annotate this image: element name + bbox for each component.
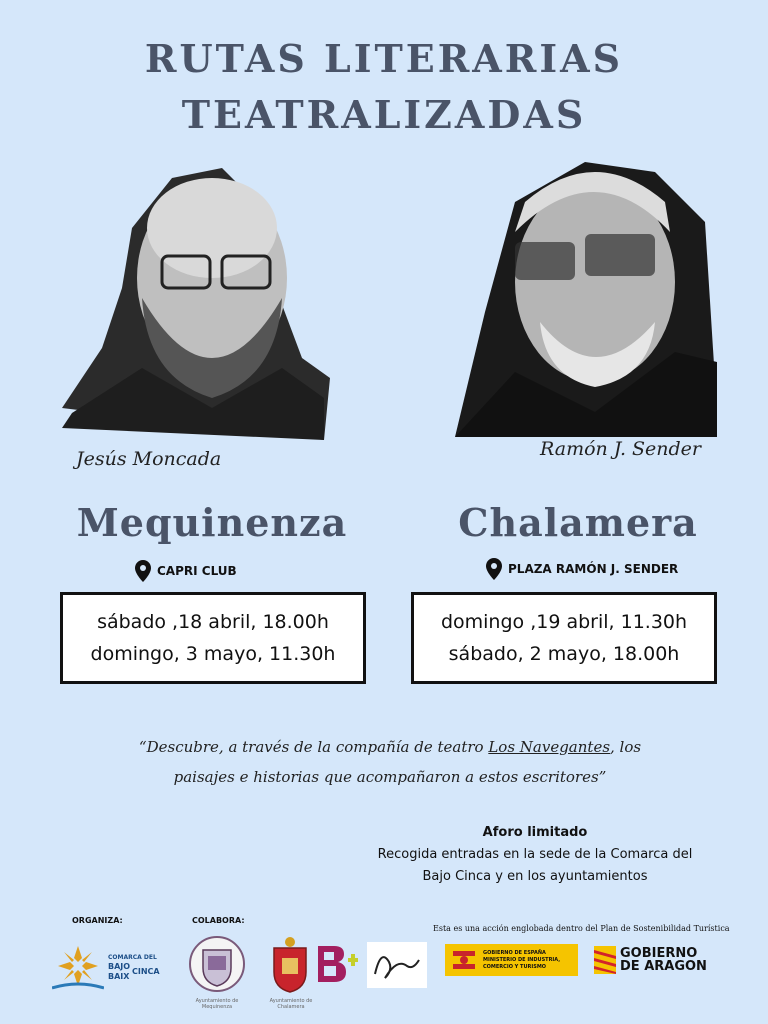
dates-box-chalamera: [411, 592, 717, 684]
signature-mark-icon: [367, 942, 427, 988]
date-line: sábado, 2 mayo, 18.00h: [448, 643, 680, 665]
colabora-label: COLABORA:: [192, 916, 245, 925]
venue-plaza-sender: [486, 558, 678, 580]
author-name-moncada: Jesús Moncada: [76, 448, 222, 470]
ministerio-text: GOBIERNO DE ESPAÑA MINISTERIO DE INDUSTRIA, COMERCIO Y TURISMO: [483, 949, 561, 970]
date-line: domingo, 3 mayo, 11.30h: [90, 643, 336, 665]
signature-logo: [367, 942, 427, 988]
b-plus-logo: [316, 944, 360, 984]
ministerio-logo: [445, 944, 578, 976]
portrait-jesus-moncada: [62, 168, 332, 443]
venue-label: CAPRI CLUB: [157, 564, 237, 578]
company-name: Los Navegantes: [488, 738, 611, 756]
info-line-2: Bajo Cinca y en los ayuntamientos: [422, 869, 648, 884]
shield-crest-icon: [188, 934, 246, 994]
title-line-1: RUTAS LITERARIAS: [144, 36, 624, 81]
town-mequinenza: Mequinenza: [76, 500, 348, 545]
shield-crest-icon: [270, 936, 310, 994]
location-pin-icon: [486, 558, 502, 580]
info-line-1: Recogida entradas en la sede de la Comarca del: [377, 847, 693, 862]
mequinenza-crest-logo: [188, 934, 246, 1014]
quote-after: , los paisajes e historias que acompañaron a estos escritores”: [173, 738, 642, 786]
comarca-l2: BAJO: [108, 962, 131, 971]
comarca-bajo-cinca-logo: [52, 940, 177, 992]
comarca-l4: BAIX: [108, 972, 130, 981]
author-name-sender: Ramón J. Sender: [540, 438, 702, 460]
quote-before: “Descubre, a través de la compañía de teatro: [138, 738, 489, 756]
ticket-info: [360, 822, 710, 888]
aragon-l1: GOBIERNO: [620, 946, 698, 961]
location-pin-icon: [135, 560, 151, 582]
portrait-ramon-sender: [455, 162, 717, 437]
date-line: sábado ,18 abril, 18.00h: [97, 611, 329, 633]
aragon-flag-icon: [594, 946, 616, 974]
comarca-l1: COMARCA DEL: [108, 954, 157, 961]
mequinenza-caption: Ayuntamiento de Mequinenza: [195, 998, 239, 1010]
comarca-l3: CINCA: [132, 967, 160, 976]
spain-coat-of-arms-icon: [449, 945, 479, 975]
info-headline: Aforo limitado: [482, 825, 588, 840]
aragon-l2: DE ARAGON: [620, 959, 707, 974]
dates-box-mequinenza: [60, 592, 366, 684]
comarca-emblem-icon: [52, 940, 104, 992]
town-chalamera: Chalamera: [458, 500, 698, 545]
organiza-label: ORGANIZA:: [72, 916, 123, 925]
plan-note: Esta es una acción englobada dentro del Plan de Sostenibilidad Turística: [433, 924, 730, 933]
chalamera-crest-logo: [262, 936, 320, 1016]
venue-label: PLAZA RAMÓN J. SENDER: [508, 562, 679, 576]
gobierno-aragon-logo: [594, 944, 714, 976]
date-line: domingo ,19 abril, 11.30h: [440, 611, 688, 633]
quote-text: [120, 732, 660, 792]
title-line-2: TEATRALIZADAS: [181, 92, 587, 137]
chalamera-caption: Ayuntamiento de Chalamera: [269, 998, 313, 1010]
venue-capri-club: [135, 560, 237, 582]
